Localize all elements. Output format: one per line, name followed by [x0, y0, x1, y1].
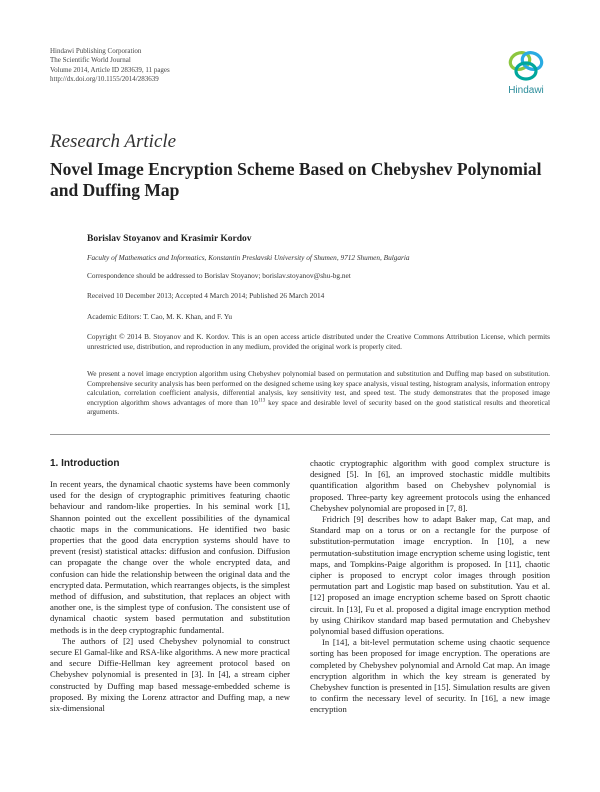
section-heading: 1. Introduction: [50, 458, 120, 469]
hindawi-logo-icon: [506, 48, 546, 84]
section-divider: [50, 434, 550, 435]
abstract-text-1: We present a novel image encryption algorithm using Chebyshev polynomial based on permutation and substitution and Duffing map based on substitution. Comprehensive security analysis has been performed on the designed scheme using key space analysis, visual testing, histogram analysis, information entropy calculation, correlation coefficient analysis, differential analysis, key sensitivity test, and speed test. The study demonstrates that the proposed image encryption algorithm shows advantages of more than 10: [87, 369, 550, 407]
journal-name: The Scientific World Journal: [50, 56, 131, 65]
academic-editors: Academic Editors: T. Cao, M. K. Khan, and F. Yu: [87, 312, 232, 321]
paragraph: In [14], a bit-level permutation scheme using chaotic sequence sorting has been proposed for image encryption. The operations are completed by Chebyshev polynomial and Arnold Cat map. An image encryption algorithm in which the key stream is generated by Chebyshev function is presented in [15]. Simulation results are given to confirm the necessary level of security. In [16], a new image encryption: [310, 637, 550, 715]
logo-text: Hindawi: [508, 85, 544, 96]
volume-info: Volume 2014, Article ID 283639, 11 pages: [50, 65, 170, 74]
received-dates: Received 10 December 2013; Accepted 4 March 2014; Published 26 March 2014: [87, 291, 325, 300]
doi-link[interactable]: http://dx.doi.org/10.1155/2014/283639: [50, 75, 159, 84]
authors: Borislav Stoyanov and Krasimir Kordov: [87, 234, 252, 244]
copyright-notice: Copyright © 2014 B. Stoyanov and K. Kordov. This is an open access article distributed under the Creative Commons Attribution License, which permits unrestricted use, distribution, and reproduction in any medium, provided the original work is properly cited.: [87, 332, 550, 351]
abstract-text-2: key space and desirable level of security based on the good statistical results and theoretical arguments.: [87, 397, 550, 417]
paragraph: chaotic cryptographic algorithm with good complex structure is designed [5]. In [6], an improved stochastic middle multibits quantification algorithm based on Chebyshev polynomial is proposed. Three-party key agreement protocols using the enhanced Chebyshev polynomial are proposed in [7, 8].: [310, 458, 550, 513]
affiliation: Faculty of Mathematics and Informatics, Konstantin Preslavski University of Shumen, 9712 Shumen, Bulgaria: [87, 253, 410, 262]
publisher-name: Hindawi Publishing Corporation: [50, 47, 142, 55]
paper-title: Novel Image Encryption Scheme Based on Chebyshev Polynomial and Duffing Map: [50, 159, 542, 200]
correspondence: Correspondence should be addressed to Borislav Stoyanov; borislav.stoyanov@shu-bg.net: [87, 271, 351, 280]
paragraph: Fridrich [9] describes how to adapt Baker map, Cat map, and Standard map on a torus or on a rectangle for the purpose of substitution-permutation image encryption. In [10], a new permutation-substitution image encryption scheme using logistic, tent maps, and Tompkins-Paige algorithm is proposed. In [11], chaotic cipher is proposed to encrypt color images through position permutation part and Logistic map based on substitution. Yau et al. [12] proposed an image encryption scheme based on Sprott chaotic circuit. In [13], Fu et al. proposed a digital image encryption method by using Chirikov standard map based permutation and Chebyshev polynomial based diffusion operations.: [310, 514, 550, 637]
right-column: [310, 458, 550, 716]
paragraph: The authors of [2] used Chebyshev polynomial to construct secure El Gamal-like and RSA-like algorithms. A new more practical and secure Diffie-Hellman key agreement protocol based on Chebyshev polynomial is presented in [3]. In [4], a stream cipher constructed by Duffing map based message-embedded scheme is proposed. By mixing the Lorenz attractor and Duffing map, a new six-dimensional: [50, 635, 290, 714]
left-column: [50, 458, 290, 714]
paragraph: In recent years, the dynamical chaotic systems have been commonly used for the design of cryptographic primitives featuring chaotic behaviour and random-like properties. In his seminal work [1], Shannon pointed out the excellent possibilities of the dynamical chaotic maps in the communications. He identified two basic properties that the good data encryption systems should have to prevent (resist) statistical attacks: diffusion and confusion. Diffusion can propagate the change over the whole encrypted data, and confusion can hide the relationship between the original data and the encrypted data. Permutation, which rearranges objects, is the simplest method of diffusion, and substitution, that replaces an object with another one, is the simplest type of confusion. The consistent use of dynamical chaotic system based permutation and substitution methods is in the deep cryptographic fundamental.: [50, 479, 290, 635]
hindawi-logo: [498, 48, 554, 96]
abstract-exponent: 113: [257, 398, 266, 404]
journal-header: [50, 47, 170, 85]
article-type: Research Article: [50, 131, 177, 152]
abstract: [87, 369, 550, 417]
